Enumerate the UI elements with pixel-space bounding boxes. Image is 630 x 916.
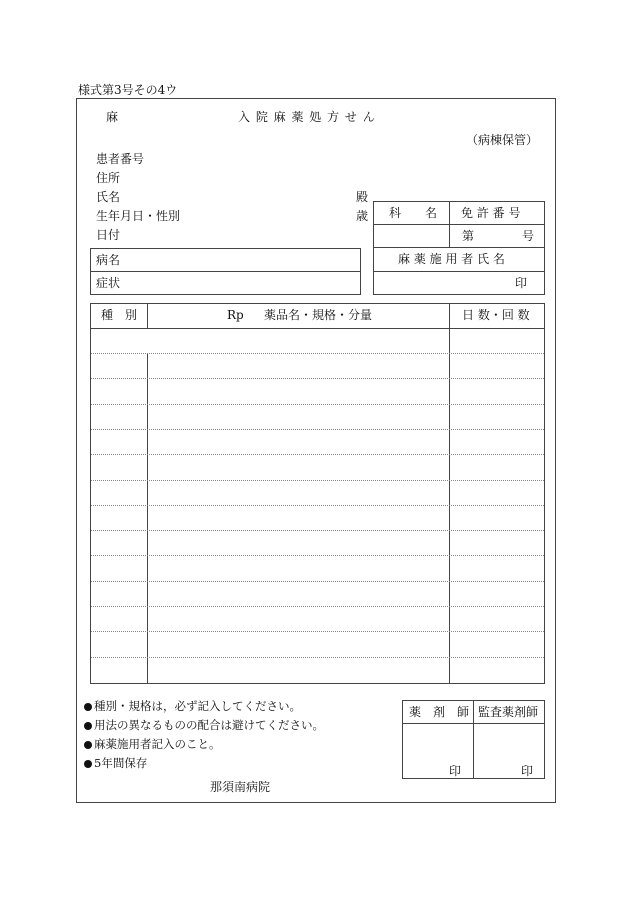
address-label: 住所: [96, 171, 121, 185]
divider: [373, 224, 545, 225]
audit-pharmacist-label: 監査薬剤師: [478, 705, 539, 719]
administrator-seal: 印: [515, 276, 528, 290]
license-number-suffix: 号: [522, 229, 535, 243]
row-separator: [91, 505, 544, 506]
dob-sex-label: 生年月日・性別: [96, 209, 181, 223]
row-separator: [91, 631, 544, 632]
divider: [147, 303, 148, 328]
type-column-header: 種 別: [101, 308, 138, 322]
form-number: 様式第3号その4ウ: [78, 83, 178, 97]
divider: [473, 700, 474, 779]
bullet-icon: [84, 741, 92, 749]
row-separator: [91, 555, 544, 556]
hospital-name: 那須南病院: [210, 780, 271, 794]
row-separator: [91, 353, 544, 354]
row-separator: [91, 404, 544, 405]
note-item: [84, 739, 221, 751]
form-title: 入 院 麻 薬 処 方 せ ん: [238, 110, 376, 124]
note-text: 用法の異なるものの配合は避けてください。: [94, 718, 324, 732]
note-text: 種別・規格は，必ず記入してください。: [94, 699, 301, 713]
note-item: [84, 720, 324, 732]
pharmacist-seal: 印: [449, 764, 462, 778]
row-separator: [91, 530, 544, 531]
note-item: [84, 701, 301, 713]
note-item: [84, 758, 147, 770]
license-number-prefix: 第: [462, 229, 475, 243]
department-label: 科 名: [389, 206, 438, 220]
bullet-icon: [84, 722, 92, 730]
license-number-label: 免 許 番 号: [461, 206, 521, 220]
row-separator: [91, 581, 544, 582]
rp-column-header: Rp: [227, 308, 244, 322]
prescription-table: [90, 303, 545, 684]
row-separator: [91, 378, 544, 379]
note-text: 5年間保存: [94, 756, 148, 770]
bullet-icon: [84, 760, 92, 768]
age-unit: 歳: [356, 209, 369, 223]
honorific: 殿: [356, 190, 369, 204]
row-separator: [91, 429, 544, 430]
divider: [373, 247, 545, 248]
divider: [147, 353, 148, 684]
divider: [449, 303, 450, 684]
divider: [90, 271, 361, 272]
days-column-header: 日 数・回 数: [462, 308, 530, 322]
administrator-name-label: 麻 薬 施 用 者 氏 名: [398, 252, 505, 266]
row-separator: [91, 454, 544, 455]
ward-storage-note: （病棟保管）: [466, 133, 539, 147]
divider: [373, 271, 545, 272]
narcotic-mark: 麻: [106, 110, 119, 124]
date-label: 日付: [96, 228, 121, 242]
name-label: 氏名: [96, 190, 121, 204]
drug-column-header: 薬品名・規格・分量: [264, 308, 373, 322]
divider: [90, 328, 545, 329]
disease-label: 病名: [96, 253, 121, 267]
row-separator: [91, 480, 544, 481]
row-separator: [91, 657, 544, 658]
audit-pharmacist-seal: 印: [521, 764, 534, 778]
bullet-icon: [84, 703, 92, 711]
pharmacist-label: 薬 剤 師: [409, 705, 470, 719]
row-separator: [91, 606, 544, 607]
symptom-label: 症状: [96, 276, 121, 290]
divider: [449, 201, 450, 247]
note-text: 麻薬施用者記入のこと。: [94, 737, 221, 751]
patient-id-label: 患者番号: [96, 152, 145, 166]
